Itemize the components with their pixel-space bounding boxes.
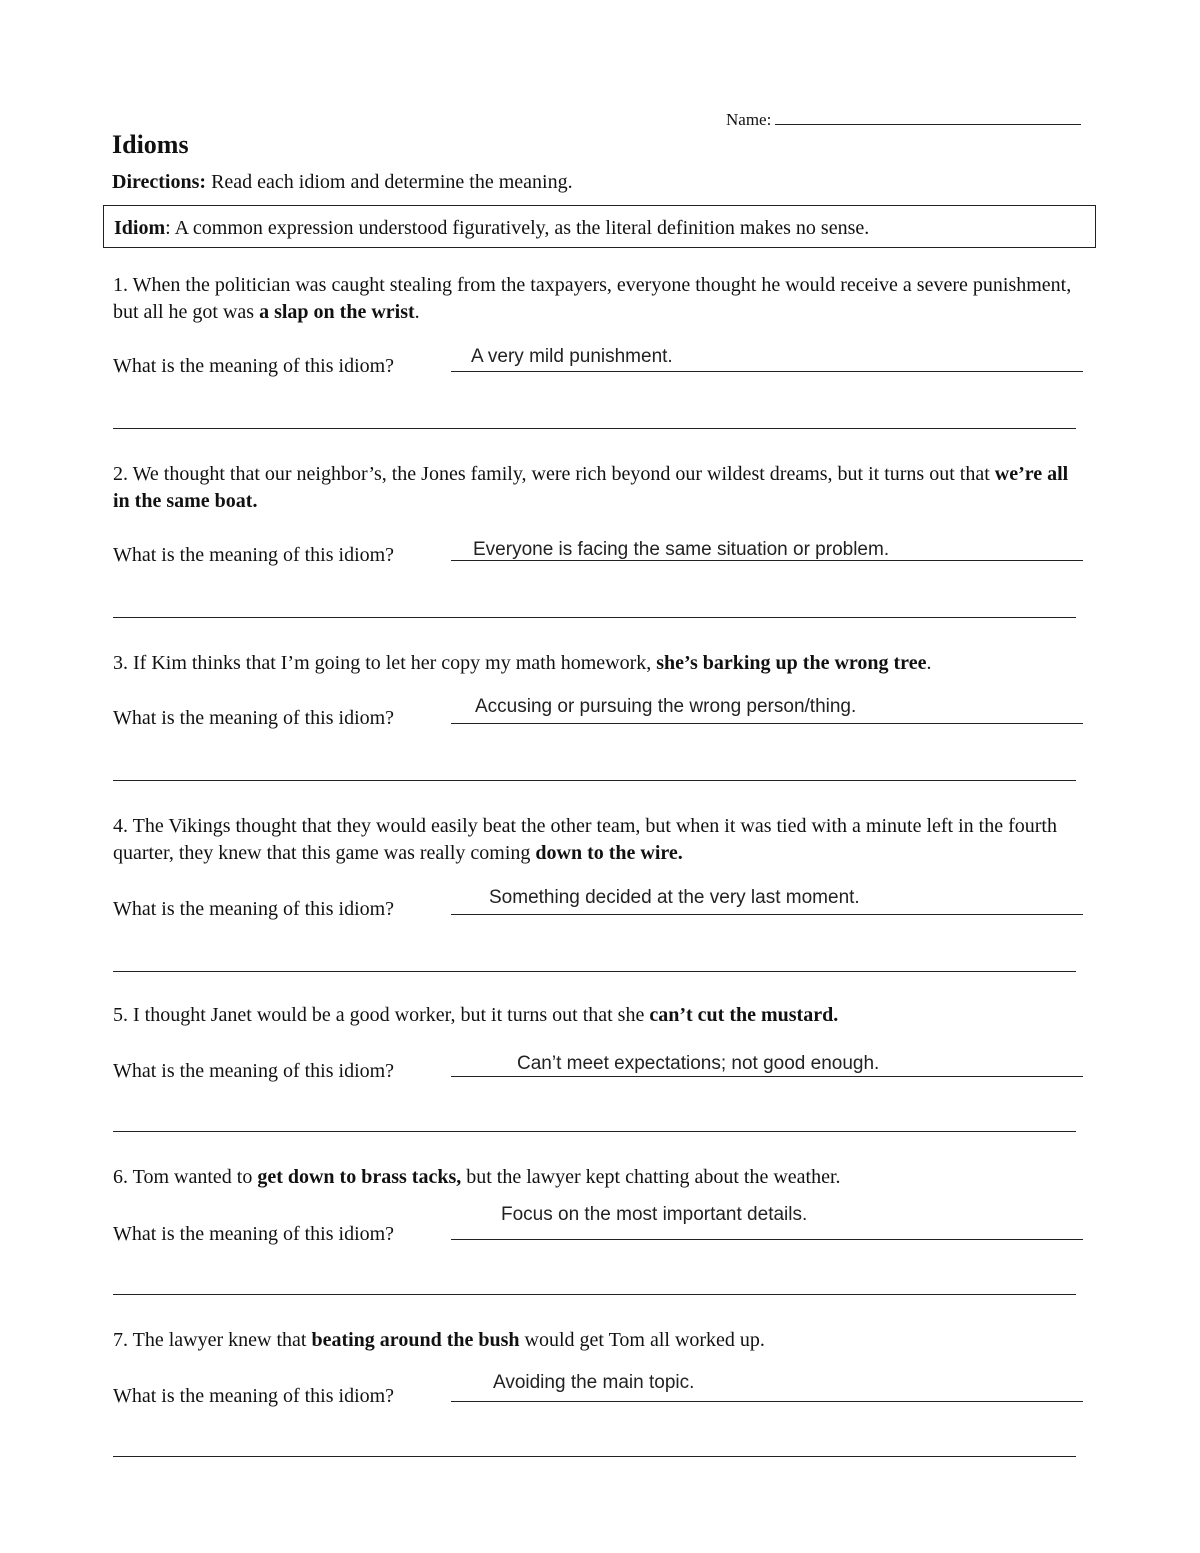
idiom-phrase: she’s barking up the wrong tree — [656, 652, 927, 674]
name-field[interactable] — [726, 108, 1081, 130]
prompt-label: What is the meaning of this idiom? — [113, 707, 395, 729]
idiom-phrase: beating around the bush — [311, 1329, 520, 1351]
question-text-end: would get Tom all worked up. — [519, 1329, 765, 1351]
extra-answer-line[interactable] — [113, 780, 1076, 781]
answer-row-2 — [113, 539, 1083, 567]
answer-line[interactable] — [451, 914, 1083, 915]
question-text: 1. When the politician was caught stealing from the taxpayers, everyone thought he would receive a severe punishment, but all he got was — [113, 274, 1072, 323]
idiom-phrase: we’re all in the same boat. — [113, 463, 1069, 512]
extra-answer-line[interactable] — [113, 428, 1076, 429]
question-text-end: but the lawyer kept chatting about the weather. — [461, 1166, 841, 1188]
name-input-line[interactable] — [775, 108, 1081, 125]
prompt-label: What is the meaning of this idiom? — [113, 355, 395, 377]
extra-answer-line[interactable] — [113, 1456, 1076, 1457]
question-6 — [113, 1164, 1088, 1191]
question-text-end: . — [414, 301, 420, 323]
idiom-phrase: can’t cut the mustard. — [649, 1004, 839, 1026]
answer-line[interactable] — [451, 1239, 1083, 1240]
answer-text[interactable]: Accusing or pursuing the wrong person/thing. — [475, 696, 857, 717]
extra-answer-line[interactable] — [113, 971, 1076, 972]
answer-text[interactable]: A very mild punishment. — [471, 346, 673, 367]
question-7 — [113, 1327, 1088, 1354]
question-text: 5. I thought Janet would be a good worker, but it turns out that she — [113, 1004, 650, 1026]
prompt-label: What is the meaning of this idiom? — [113, 544, 395, 566]
answer-text[interactable]: Something decided at the very last moment. — [489, 887, 860, 908]
question-text-end: . — [926, 652, 932, 674]
answer-line[interactable] — [451, 723, 1083, 724]
question-text: 2. We thought that our neighbor’s, the Jones family, were rich beyond our wildest dreams, but it turns out that — [113, 463, 995, 485]
answer-row-3 — [113, 696, 1083, 730]
answer-row-1 — [113, 346, 1083, 378]
answer-line[interactable] — [451, 1076, 1083, 1077]
definition-box — [103, 205, 1096, 248]
answer-text[interactable]: Everyone is facing the same situation or problem. — [473, 539, 890, 560]
extra-answer-line[interactable] — [113, 617, 1076, 618]
answer-row-4 — [113, 887, 1083, 921]
definition-term: Idiom — [114, 217, 166, 239]
extra-answer-line[interactable] — [113, 1131, 1076, 1132]
idiom-phrase: get down to brass tacks, — [257, 1166, 462, 1188]
answer-text[interactable]: Can’t meet expectations; not good enough. — [517, 1053, 880, 1074]
idiom-phrase: a slap on the wrist — [259, 301, 415, 323]
directions-label: Directions: — [112, 171, 207, 193]
prompt-label: What is the meaning of this idiom? — [113, 1223, 395, 1245]
answer-text[interactable]: Avoiding the main topic. — [493, 1372, 695, 1393]
extra-answer-line[interactable] — [113, 1294, 1076, 1295]
name-label: Name: — [726, 110, 772, 129]
question-3 — [113, 650, 1088, 677]
question-4 — [113, 813, 1088, 867]
answer-row-5 — [113, 1055, 1083, 1083]
prompt-label: What is the meaning of this idiom? — [113, 1060, 395, 1082]
directions — [112, 171, 573, 194]
answer-row-6 — [113, 1204, 1083, 1246]
question-text: 3. If Kim thinks that I’m going to let her copy my math homework, — [113, 652, 657, 674]
worksheet-title: Idioms — [112, 130, 189, 159]
prompt-label: What is the meaning of this idiom? — [113, 898, 395, 920]
question-text: 6. Tom wanted to — [113, 1166, 258, 1188]
definition-body: : A common expression understood figuratively, as the literal definition makes no sense. — [165, 217, 870, 239]
prompt-label: What is the meaning of this idiom? — [113, 1385, 395, 1407]
answer-row-7 — [113, 1372, 1083, 1408]
question-text: 4. The Vikings thought that they would easily beat the other team, but when it was tied with a minute left in the fourth quarter, they knew that this game was really coming — [113, 815, 1057, 864]
idiom-phrase: down to the wire. — [535, 842, 683, 864]
question-5 — [113, 1002, 1088, 1029]
answer-line[interactable] — [451, 1401, 1083, 1402]
question-1 — [113, 272, 1088, 326]
directions-text: Read each idiom and determine the meaning. — [206, 171, 573, 193]
answer-text[interactable]: Focus on the most important details. — [501, 1204, 808, 1225]
question-text: 7. The lawyer knew that — [113, 1329, 312, 1351]
question-2 — [113, 461, 1088, 515]
answer-line[interactable] — [451, 371, 1083, 372]
definition-text — [114, 217, 869, 240]
